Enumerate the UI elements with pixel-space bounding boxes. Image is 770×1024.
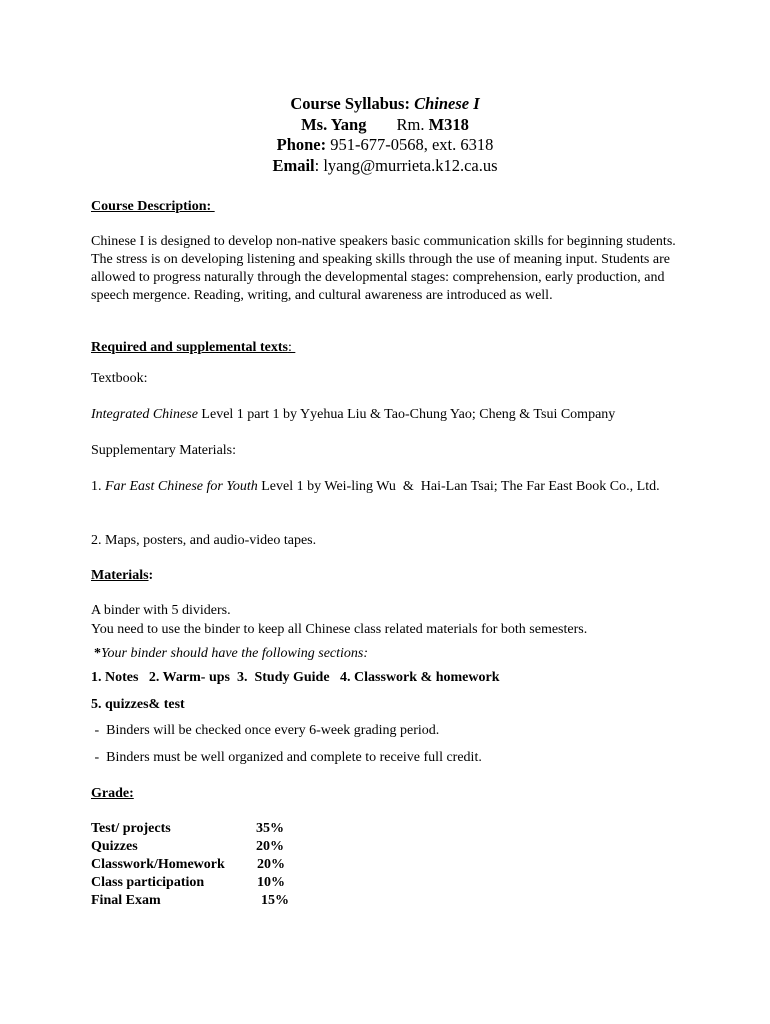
course-description-heading: Course Description: bbox=[91, 199, 215, 214]
grade-row bbox=[91, 874, 681, 892]
grade-row bbox=[91, 838, 681, 856]
materials-line-1: A binder with 5 dividers. bbox=[91, 603, 231, 618]
grade-percent: 15% bbox=[261, 893, 289, 908]
course-name: Chinese I bbox=[414, 94, 480, 113]
phone-line bbox=[0, 135, 770, 156]
room-label: Rm. bbox=[396, 114, 429, 134]
grade-table bbox=[91, 820, 681, 910]
grade-label: Test/ projects bbox=[91, 821, 171, 836]
title-line bbox=[0, 94, 770, 115]
textbook-title: Integrated Chinese bbox=[91, 407, 198, 422]
phone-number: 951-677-0568, ext. 6318 bbox=[326, 135, 494, 155]
room-number: M318 bbox=[428, 114, 469, 134]
grade-label: Final Exam bbox=[91, 893, 161, 908]
binder-bullet-1: - Binders will be checked once every 6-week grading period. bbox=[91, 723, 440, 738]
texts-heading: Required and supplemental texts: bbox=[91, 340, 296, 355]
grade-heading: Grade: bbox=[91, 786, 134, 801]
binder-sections-2: 5. quizzes& test bbox=[91, 697, 185, 712]
course-description-text: Chinese I is designed to develop non-native speakers basic communication skills for beginning students. The stress is on developing listening and speaking skills through the use of meaning input. Students are allowed to progress naturally through the developmental stages: comprehension, early production, and speech mergence. Reading, writing, and cultural awareness are introduced as well. bbox=[91, 234, 676, 303]
grade-row bbox=[91, 892, 681, 910]
grade-percent: 10% bbox=[257, 875, 285, 890]
binder-sections-1: 1. Notes 2. Warm- ups 3. Study Guide 4. Classwork & homework bbox=[91, 670, 500, 685]
title-prefix: Course Syllabus: bbox=[290, 94, 415, 113]
supplementary-item-1: 1. Far East Chinese for Youth Level 1 by Wei-ling Wu & Hai-Lan Tsai; The Far East Book Co., Ltd. bbox=[91, 479, 660, 494]
binder-bullet-2: - Binders must be well organized and complete to receive full credit. bbox=[91, 750, 482, 765]
supplementary-title: Far East Chinese for Youth bbox=[105, 479, 258, 494]
syllabus-header bbox=[0, 94, 770, 177]
grade-row bbox=[91, 856, 681, 874]
grade-label: Class participation bbox=[91, 875, 205, 890]
teacher-line bbox=[0, 115, 770, 136]
grade-label: Quizzes bbox=[91, 839, 138, 854]
email-line bbox=[0, 156, 770, 177]
grade-label: Classwork/Homework bbox=[91, 857, 225, 872]
phone-label: Phone: bbox=[276, 135, 327, 155]
grade-row bbox=[91, 820, 681, 838]
email-label: Email bbox=[272, 156, 315, 176]
grade-percent: 20% bbox=[257, 857, 285, 872]
grade-percent: 20% bbox=[256, 839, 284, 854]
email-address: : lyang@murrieta.k12.ca.us bbox=[314, 156, 498, 176]
materials-line-2: You need to use the binder to keep all Chinese class related materials for both semesters. bbox=[91, 622, 588, 637]
supplementary-label: Supplementary Materials: bbox=[91, 443, 237, 458]
binder-note: *Your binder should have the following sections: bbox=[94, 646, 369, 661]
supplementary-item-2: 2. Maps, posters, and audio-video tapes. bbox=[91, 533, 317, 548]
materials-heading: Materials: bbox=[91, 568, 154, 583]
textbook-label: Textbook: bbox=[91, 371, 148, 386]
teacher-name: Ms. Yang bbox=[301, 114, 367, 134]
textbook-entry: Integrated Chinese Level 1 part 1 by Yyehua Liu & Tao-Chung Yao; Cheng & Tsui Company bbox=[91, 407, 616, 422]
grade-percent: 35% bbox=[256, 821, 284, 836]
